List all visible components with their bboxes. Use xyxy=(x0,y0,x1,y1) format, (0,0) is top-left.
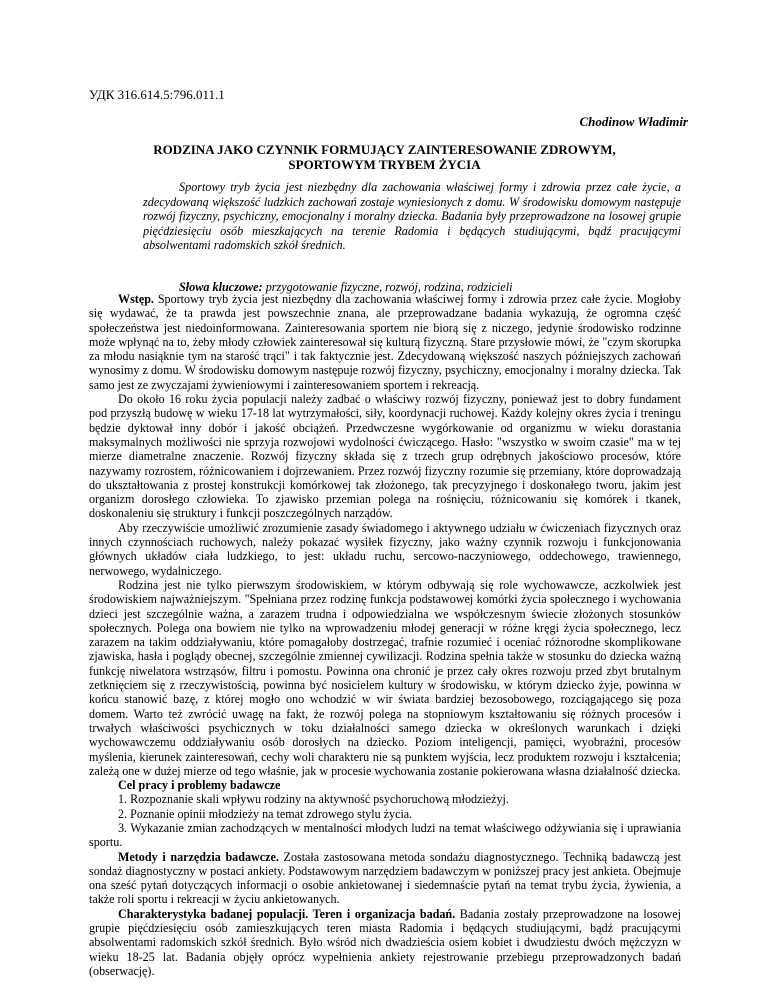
goal-item: 2. Poznanie opinii młodzieży na temat zdrowego stylu życia. xyxy=(118,806,413,821)
keywords-text: przygotowanie fizyczne, rozwój, rodzina, rodzicieli xyxy=(262,280,513,294)
goal-item: 1. Rozpoznanie skali wpływu rodziny na aktywność psychoruchową młodzieżyj. xyxy=(118,792,509,807)
paragraph-exercise: Aby rzeczywiście umożliwić zrozumienie zasady świadomego i aktywnego udziału w ćwiczeniach fizycznych oraz innych czynnościach ruchowych, należy pokazać wysiłek fizyczny, jako ważny czynnik rozwoju i funkcjonowania głównych układów ciała ludzkiego, to jest: układu ruchu, sercowo-naczyniowego, oddechowego, trawiennego, nerwowego, wydalniczego. xyxy=(89,520,681,578)
title-line-1: RODZINA JAKO CZYNNIK FORMUJĄCY ZAINTERESOWANIE ZDROWYM, xyxy=(153,142,616,157)
paragraph-family: Rodzina jest nie tylko pierwszym środowiskiem, w którym odbywają się role wychowawcze, aczkolwiek jest środowiskiem najważniejszym. "Spełniana przez rodzinę funkcja podstawowej komórki życia społecznego i wychowania dzieci jest szczególnie ważna, a zarazem trudna i odpowiedzialna we współczesnym świecie złożonych stosunków społecznych. Polega ona bowiem nie tylko na wprowadzeniu młodej generacji w różne kręgi życia społecznego, lecz zarazem na takim oddziaływaniu, które pomagałoby dostrzegać, trafnie rozumieć i oceniać różnorodne skomplikowane zjawiska, hasła i poglądy obecnej, szczególnie zmiennej cywilizacji. Rodzina spełnia także w stosunku do dziecka ważną funkcję niwelatora wstrząsów, filtru i pomostu. Powinna ona chronić je przez cały okres rozwoju przed zbyt brutalnym zetknięciem się z rzeczywistością, powinna być nosicielem kultury w środowisku, w którym dziecko żyje, powinna w końcu stanowić bazę, z której mogło ono wchodzić w wir świata bardziej bezosobowego, rozciągającego się poza domem. Warto też zwrócić uwagę na fakt, że rozwój polega na stopniowym kształtowaniu się różnych procesów i trwałych właściwości psychicznych w toku działalności samego dziecka w określonych warunkach i dzięki wychowawczemu oddziaływaniu osób dorosłych na dziecko. Poziom inteligencji, pamięci, wyobraźni, procesów myślenia, kierunek zainteresowań, cechy woli charakteru nie są punktem wyjścia, lecz produktem rozwoju i kształcenia; zależą one w dużej mierze od tego właśnie, jak w procesie wychowania zostanie pokierowana własna działalność dziecka. xyxy=(89,577,681,778)
paragraph-intro xyxy=(89,292,681,392)
abstract xyxy=(143,180,681,253)
abstract-text: Sportowy tryb życia jest niezbędny dla zachowania właściwej formy i zdrowia przez całe życie, a zdecydowaną większość ludzkich zachowań zostaje wyniesionych z domu. W środowisku domowym następuje rozwój fizyczny, psychiczny, emocjonalny i moralny dziecka. Badania były przeprowadzone na losowej grupie pięćdziesięciu osób mieszkających na terenie Radomia i będących studiującymi, bądź pracującymi absolwentami radomskich szkół średnich. xyxy=(143,180,681,253)
goal-heading xyxy=(89,778,681,792)
goal-list xyxy=(89,792,681,849)
population-heading: Charakterystyka badanej populacji. Teren i organizacja badań. xyxy=(118,906,456,921)
paragraph-population xyxy=(89,907,681,978)
paragraph-development: Do około 16 roku życia populacji należy zadbać o właściwy rozwój fizyczny, ponieważ jest to dobry fundament pod przyszłą budowę w wieku 17-18 lat wytrzymałości, siły, koordynacji ruchowej. Każdy kolejny okres życia i treningu będzie dyktował inny dobór i jakość obciążeń. Przedwczesne wygórkowanie od organizmu w wieku dorastania maksymalnych możliwości nie sprzyja rozwojowi wydolności ćwiczącego. Hasło: "wszystko w swoim czasie" ma w tej mierze diametralne znaczenie. Rozwój fizyczny składa się z trzech grup odrębnych jakościowo procesów, które nazywamy rozrostem, różnicowaniem i dojrzewaniem. Przez rozwój fizyczny rozumie się przemiany, które doprowadzają do ukształtowania z prostej konstrukcji komórkowej tak złożonego, tak precyzyjnego i doskonałego tworu, jakim jest organizm dorosłego człowieka. To zjawisko przemian polega na rośnięciu, różnicowaniu się komórek i tkanek, doskonaleniu się struktury i funkcji poszczególnych narządów. xyxy=(89,392,681,521)
goal-item: 3. Wykazanie zmian zachodzących w mentalności młodych ludzi na temat właściwego odżywiania się i uprawiania sportu. xyxy=(89,820,681,850)
paragraph-methods xyxy=(89,850,681,907)
methods-text: Została zastosowana metoda sondażu diagnostycznego. Techniką badawczą jest sondaż diagnostyczny w postaci ankiety. Podstawowym narzędziem badawczym w poniższej pracy jest ankieta. Obejmuje ona sześć pytań dotyczących informacji o osobie ankietowanej i siedemnaście pytań na temat trybu życia, żywienia, a także roli sportu i rekreacji w życiu ankietowanych. xyxy=(89,849,682,907)
article-title xyxy=(89,142,680,172)
author-name: Chodinow Władimir xyxy=(579,114,688,129)
article-body xyxy=(89,292,681,978)
methods-heading: Metody i narzędzia badawcze. xyxy=(118,849,279,864)
population-text: Badania zostały przeprowadzone na losowej grupie pięćdziesięciu osób zamieszkujących teren miasta Radomia i będących studiującymi, bądź pracującymi absolwentami radomskich szkół średnich. Było wśród nich dwadzieścia osiem kobiet i dwudziestu dwóch mężczyzn w wieku 18-25 lat. Badania objęły oprócz wypełnienia ankiety rejestrowanie przebiegu przeprowadzonych badań (obserwację). xyxy=(89,906,681,978)
intro-text: Sportowy tryb życia jest niezbędny dla zachowania właściwej formy i zdrowia przez całe życie. Mogłoby się wydawać, że ta prawda jest powszechnie znana, ale przeprowadzane badania wykazują, że ogromna część społeczeństwa jest niedoinformowana. Zainteresowania sportem nie biorą się z niczego, jedynie środowisko rodzinne może wpłynąć na to, żeby młody człowiek zainteresował się kulturą fizyczną. Stare przysłowie mówi, że "czym skorupka za młodu nasiąknie tym na starość trąci" i tak faktycznie jest. Zdecydowaną większość naszych późniejszych zachowań wynosimy z domu. W środowisku domowym następuje rozwój fizyczny, psychiczny, emocjonalny i moralny dziecka. Tak samo jest ze zwyczajami żywieniowymi i zainteresowaniem sportem i rekreacją. xyxy=(89,292,681,392)
udc-code: УДК 316.614.5:796.011.1 xyxy=(89,87,225,102)
keywords-label: Słowa kluczowe: xyxy=(179,280,263,294)
intro-heading: Wstęp. xyxy=(118,292,154,306)
goal-heading-text: Cel pracy i problemy badawcze xyxy=(118,778,281,793)
title-line-2: SPORTOWYM TRYBEM ŻYCIA xyxy=(288,157,481,172)
